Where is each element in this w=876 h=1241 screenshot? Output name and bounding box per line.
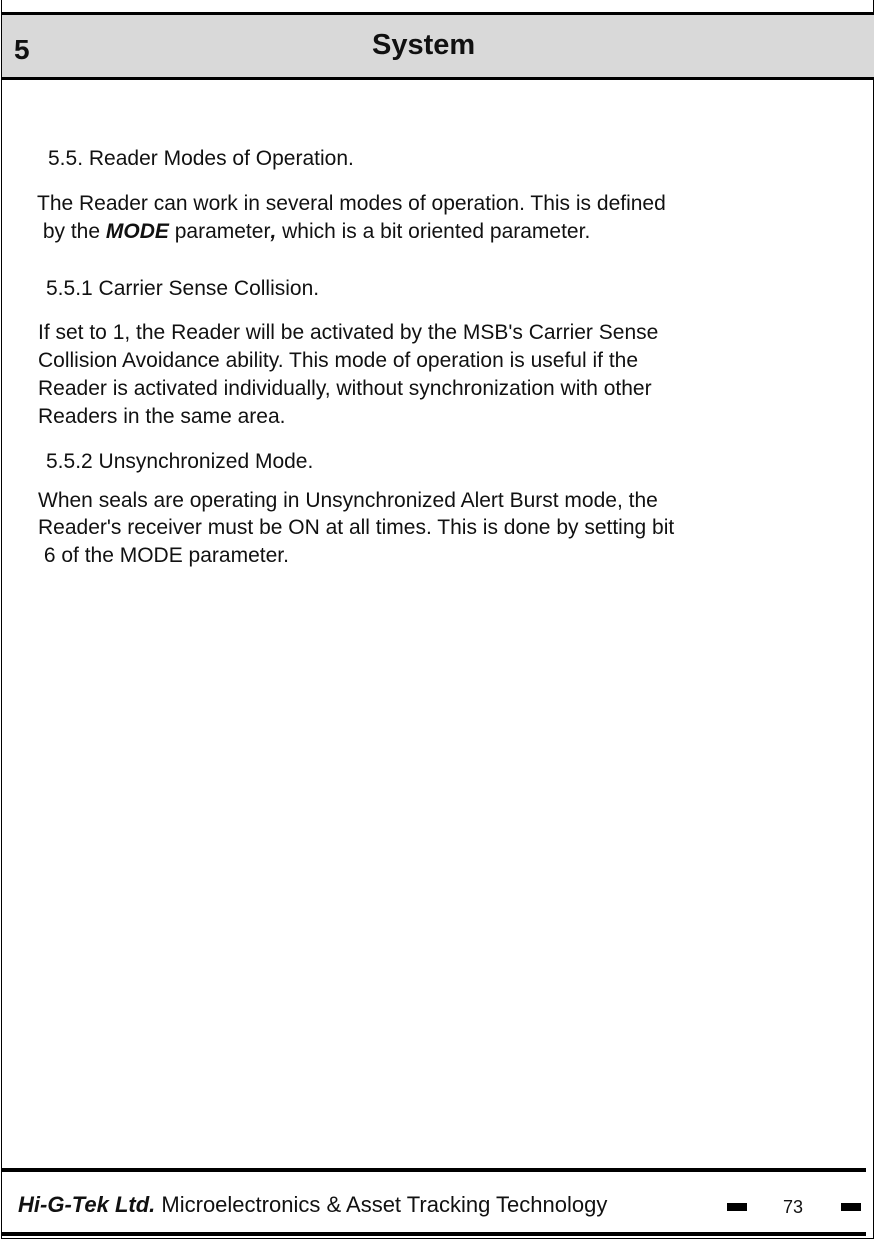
body-line: Collision Avoidance ability. This mode of operation is useful if the [38,349,639,372]
company-tagline: Microelectronics & Asset Tracking Technology [155,1192,608,1217]
page-marker-left [727,1203,747,1211]
section-heading: 5.5. Reader Modes of Operation. [48,147,354,170]
intro-suffix: which is a bit oriented parameter. [276,220,591,243]
body-line: Reader's receiver must be ON at all times. This is done by setting bit [38,516,675,539]
body-line: If set to 1, the Reader will be activated by the MSB's Carrier Sense [38,321,659,344]
company-name: Hi-G-Tek Ltd. [18,1192,156,1217]
body-line: Readers in the same area. [38,405,286,428]
page-title: System [372,29,476,61]
page-number: 73 [783,1197,804,1217]
page-header [2,12,874,80]
footer-bottom-rule [2,1232,866,1236]
subsection-heading: 5.5.2 Unsynchronized Mode. [46,450,314,473]
body-line: Reader is activated individually, without synchronization with other [38,377,652,400]
body-line: 6 of the MODE parameter. [38,544,289,567]
mode-keyword: MODE [105,220,169,243]
chapter-number: 5 [14,34,30,65]
intro-prefix: by the [37,220,106,243]
intro-middle: parameter [168,220,271,243]
intro-line-2 [37,218,590,246]
footer-text [18,1191,607,1219]
body-line: When seals are operating in Unsynchronized Alert Burst mode, the [38,489,658,512]
intro-line-1: The Reader can work in several modes of operation. This is defined [37,192,666,215]
intro-comma: , [270,220,277,243]
page-frame [1,0,874,1239]
page-marker-right [841,1203,861,1211]
footer-top-rule [2,1168,866,1172]
subsection-heading: 5.5.1 Carrier Sense Collision. [46,277,320,300]
